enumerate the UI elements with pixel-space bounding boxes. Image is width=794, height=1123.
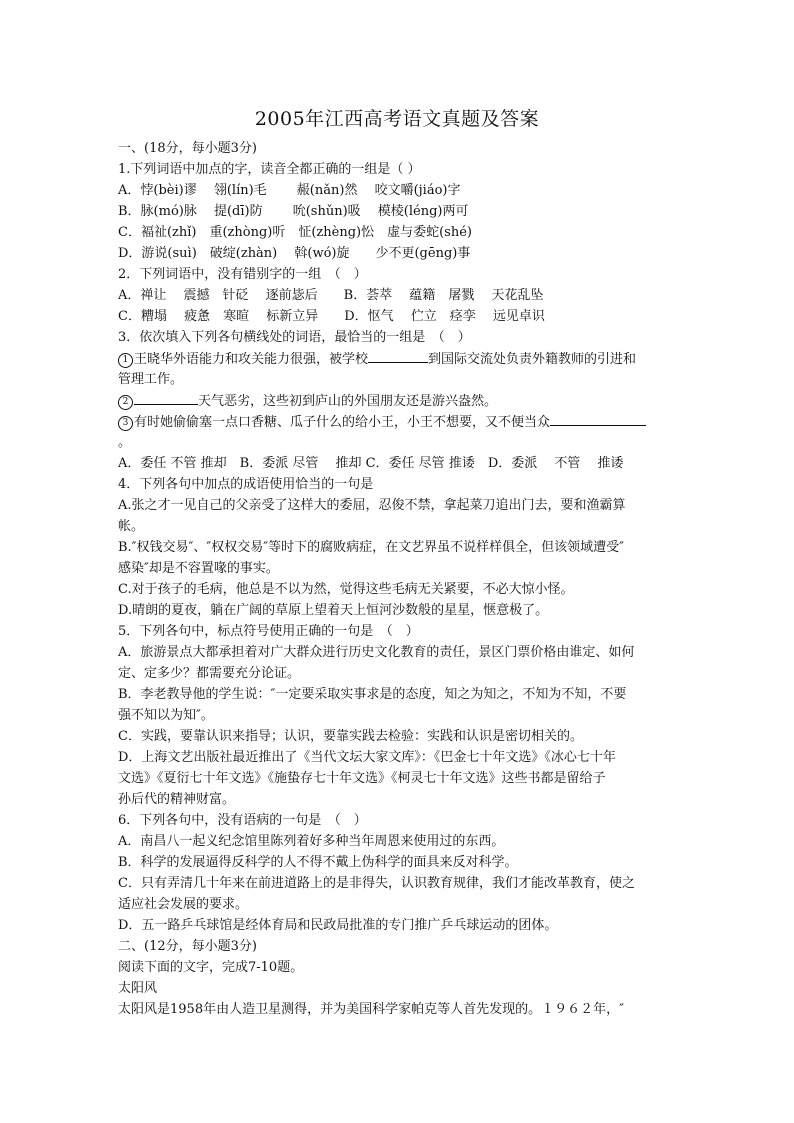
sentence-text: 天气恶劣，这些初到庐山的外国朋友还是游兴盎然。 (198, 394, 498, 409)
option-line: C.对于孩子的毛病，他总是不以为然，觉得这些毛病无关紧要，不必大惊小怪。 (118, 582, 574, 597)
option-line: B.″权钱交易″、″权权交易″等时下的腐败病症，在文艺界虽不说样样俱全，但该领域遭受″ (118, 540, 624, 555)
sentence-line (118, 411, 678, 432)
option-line: A．南昌八一起义纪念馆里陈列着好多种当年周恩来使用过的东西。 (118, 834, 505, 849)
option-line: A．委任 不管 推却 B．委派 尽管 推却 C．委任 尽管 推诿 D．委派 不管 推诿 (118, 456, 624, 471)
sentence-line: 管理工作。 (118, 372, 184, 387)
option-line: 定、定多少？都需要充分论证。 (118, 666, 301, 681)
option-line: 强不知以为知″。 (118, 708, 214, 723)
option-line: C．糟塌 疲惫 寒暄 标新立异 D．怄气 伫立 痉孪 远见卓识 (118, 309, 545, 324)
fill-blank (550, 411, 646, 426)
option-line: C．褔祉(zhǐ) 重(zhòng)听 怔(zhèng)忪 虚与委蛇(shé) (118, 225, 472, 240)
sentence-line: 。 (118, 435, 132, 450)
question-stem: 6．下列各句中，没有语病的一句是 （ ） (118, 813, 367, 828)
sentence-text: 王晓华外语能力和攻关能力很强，被学校 (134, 352, 369, 367)
option-line: 帐。 (118, 519, 145, 534)
option-line: D．上海文艺出版社最近推出了《当代文坛大家文库》：《巴金七十年文选》《冰心七十年 (118, 750, 616, 765)
sentence-text: 到国际交流处负责外籍教师的引进和 (428, 352, 637, 367)
sentence-text: 有时她偷偷塞一点口香糖、瓜子什么的给小王，小王不想要，又不便当众 (134, 415, 551, 430)
option-line: 孙后代的精神财富。 (118, 792, 236, 807)
option-line: C．只有弄清几十年来在前进道路上的是非得失，认识教育规律，我们才能改革教育，使之 (118, 876, 635, 891)
option-line: A．禅让 震撼 针砭 逐前毖后 B．荟萃 蕴籍 屠戮 天花乱坠 (118, 288, 544, 303)
question-stem: 4．下列各句中加点的成语使用恰当的一句是 (118, 477, 374, 492)
question-stem: 3．依次填入下列各句横线处的词语，最恰当的一组是 （ ） (118, 330, 471, 345)
fill-blank (368, 348, 428, 363)
article-title: 太阳风 (118, 981, 158, 996)
section-heading: 二、(12分，每小题3分) (118, 939, 257, 954)
option-line: 文选》《夏衍七十年文选》《施蛰存七十年文选》《柯灵七十年文选》这些书都是留给子 (118, 771, 606, 786)
option-line: D．游说(suì) 破绽(zhàn) 斡(wó)旋 少不更(gēng)事 (118, 246, 471, 261)
option-line: D.晴朗的夏夜，躺在广阔的草原上望着天上恒河沙数般的星星，惬意极了。 (118, 603, 549, 618)
section-heading: 一、(18分，每小题3分) (118, 141, 257, 156)
question-stem: 5．下列各句中，标点符号使用正确的一句是 （ ） (118, 624, 419, 639)
option-line: C．实践，要靠认识来指导；认识，要靠实践去检验：实践和认识是密切相关的。 (118, 729, 583, 744)
sentence-line (118, 390, 678, 411)
circled-number: 3 (118, 416, 133, 431)
option-line: B．李老教导他的学生说：″一定要采取实事求是的态度，知之为知之，不知为不知，不要 (118, 687, 627, 702)
circled-number: 1 (118, 353, 133, 368)
fill-blank (134, 390, 198, 405)
instruction-text: 阅读下面的文字，完成7-10题。 (118, 960, 304, 975)
option-line: A.张之才一见自己的父亲受了这样大的委屈，忍俊不禁，拿起菜刀追出门去，要和渔霸算 (118, 498, 626, 513)
option-line: 适应社会发展的要求。 (118, 897, 249, 912)
option-line: 感染″却是不容置喙的事实。 (118, 561, 279, 576)
question-stem: 2．下列词语中，没有错别字的一组 （ ） (118, 267, 367, 282)
document-body (118, 138, 678, 1020)
circled-number: 2 (118, 395, 133, 410)
option-line: B．脉(mó)脉 提(dī)防 吮(shǔn)吸 模棱(léng)两可 (118, 204, 469, 219)
option-line: D．五一路乒乓球馆是经体育局和民政局批准的专门推广乒乓球运动的团体。 (118, 918, 558, 933)
page-title: 2005年江西高考语文真题及答案 (254, 108, 540, 130)
option-line: A．旅游景点大都承担着对广大群众进行历史文化教育的责任，景区门票价格由谁定、如何 (118, 645, 635, 660)
question-stem: 1.下列词语中加点的字，读音全都正确的一组是（ ） (118, 162, 421, 177)
sentence-line (118, 348, 678, 369)
article-text: 太阳风是1958年由人造卫星测得，并为美国科学家帕克等人首先发现的。１９６２年，″ (118, 1002, 624, 1017)
option-line: B．科学的发展逼得反科学的人不得不戴上伪科学的面具来反对科学。 (118, 855, 518, 870)
option-line: A．悖(bèi)谬 翎(lín)毛 赧(nǎn)然 咬文嚼(jiáo)字 (118, 183, 461, 198)
